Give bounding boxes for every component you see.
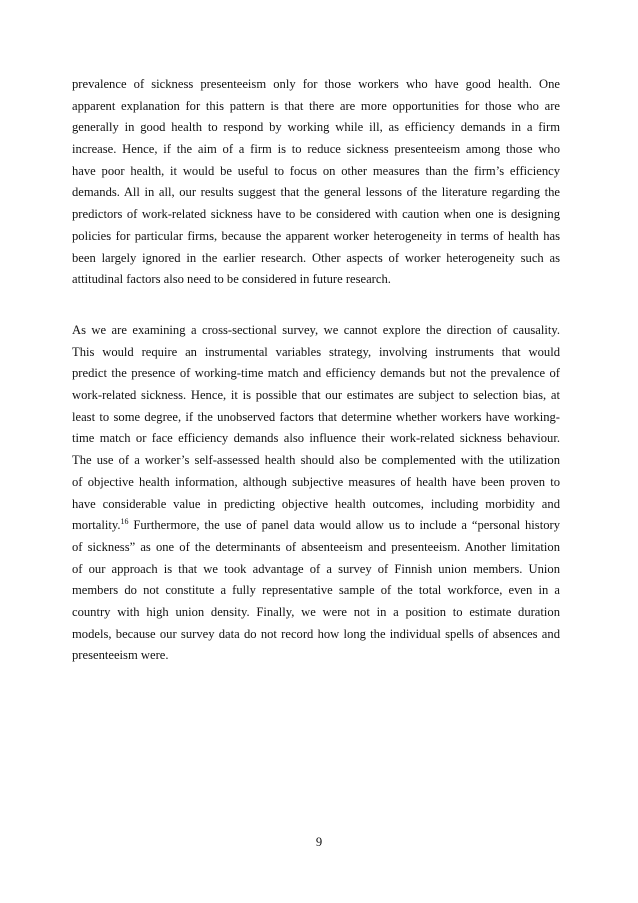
paragraph-line: generally in good health to respond by working while ill, as efficiency demands in a firm xyxy=(72,120,560,135)
paragraph-line: of our approach is that we took advantage of a survey of Finnish union members. Union xyxy=(72,561,560,576)
paragraph-line: have poor health, it would be useful to focus on other measures than the firm’s efficiency xyxy=(72,163,560,178)
paragraph-line: The use of a worker’s self-assessed health should also be complemented with the utilization xyxy=(72,453,560,468)
paragraph-line-with-footnote xyxy=(72,515,560,537)
paragraph-line: been largely ignored in the earlier research. Other aspects of worker heterogeneity such as xyxy=(72,250,560,265)
paragraph-line: As we are examining a cross-sectional survey, we cannot explore the direction of causality. xyxy=(72,323,560,337)
paragraph-line: apparent explanation for this pattern is that there are more opportunities for those who are xyxy=(72,98,560,113)
paragraph-line: of sickness” as one of the determinants of absenteeism and presenteeism. Another limitation xyxy=(72,539,560,554)
paragraph-line: least to some degree, if the unobserved factors that determine whether workers have working- xyxy=(72,409,560,424)
footnote-line-after: Furthermore, the use of panel data would allow us to include a “personal history xyxy=(128,518,560,533)
paragraph-line: prevalence of sickness presenteeism only for those workers who have good health. One xyxy=(72,77,560,91)
paragraph-line: presenteeism were. xyxy=(72,648,169,663)
paragraph-1 xyxy=(72,74,560,291)
paragraph-line: policies for particular firms, because the apparent worker heterogeneity in terms of health has xyxy=(72,228,560,243)
paragraph-line: attitudinal factors also need to be considered in future research. xyxy=(72,272,391,287)
paragraph-line: demands. All in all, our results suggest that the general lessons of the literature regarding the xyxy=(72,185,560,200)
paragraph-line: predict the presence of working-time match and efficiency demands but not the prevalence of xyxy=(72,366,560,381)
paragraph-line: have considerable value in predicting objective health outcomes, including morbidity and xyxy=(72,496,560,511)
footnote-marker[interactable]: 16 xyxy=(120,517,129,527)
paragraph-line: This would require an instrumental variables strategy, involving instruments that would xyxy=(72,344,560,359)
paragraph-2 xyxy=(72,320,560,667)
paragraph-line: members do not constitute a fully representative sample of the total workforce, even in a xyxy=(72,583,560,598)
paragraph-line: increase. Hence, if the aim of a firm is to reduce sickness presenteeism among those who xyxy=(72,142,560,157)
paragraph-line: of objective health information, although subjective measures of health have been proven to xyxy=(72,474,560,489)
paragraph-line: time match or face efficiency demands also influence their work-related sickness behaviour. xyxy=(72,431,560,446)
footnote-line-before: mortality. xyxy=(72,518,121,533)
page-number: 9 xyxy=(315,835,323,849)
paragraph-line: work-related sickness. Hence, it is possible that our estimates are subject to selection bias, at xyxy=(72,388,560,403)
paragraph-line: country with high union density. Finally, we were not in a position to estimate duration xyxy=(72,604,560,619)
paragraph-line: predictors of work-related sickness have to be considered with caution when one is designing xyxy=(72,207,560,222)
paragraph-line: models, because our survey data do not record how long the individual spells of absences and xyxy=(72,626,560,641)
